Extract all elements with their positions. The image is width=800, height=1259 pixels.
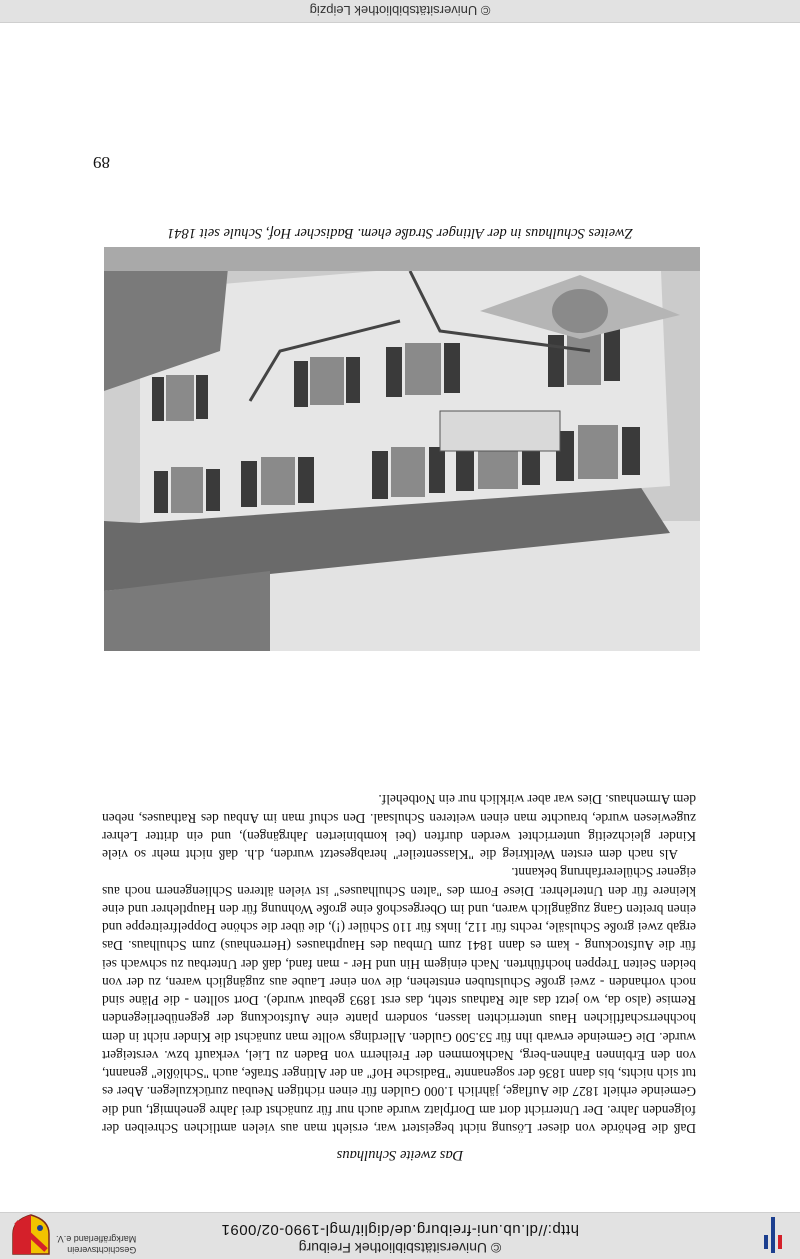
body-text	[102, 790, 696, 1137]
coat-of-arms-icon	[10, 1214, 52, 1256]
society-line-1: Geschichtsverein	[67, 1245, 137, 1255]
figure-caption: Zweites Schulhaus in der Altinger Straße ehem. Badischer Hof, Schule seit 1841	[167, 225, 633, 241]
paragraph-2: Als nach dem ersten Weltkrieg die "Klassenteiler" herabgesetzt wurden, d.h. daß nicht mehr so viele Kinder gleichzeitig unterrichtet werden durften (bei kombinierten Jahrgängen), und ein dritter Lehrer zugewiesen wurde, brauchte man einen weiteren Schulsaal. Den schuf man im Anbau des Rathauses, neben dem Armenhaus. Dies war aber wirklich nur ein Notbehelf.	[102, 792, 696, 863]
viewer-header	[0, 1212, 800, 1259]
copyright-line: © Universitätsbibliothek Freiburg	[298, 1240, 502, 1256]
document-url[interactable]: http://dl.ub.uni-freiburg.de/diglit/mgl-1990-02/0091	[221, 1221, 579, 1238]
page-number: 89	[93, 153, 110, 172]
paragraph-1: Daß die Behörde von dieser Lösung nicht begeistert war, ersieht man aus vielen amtlichen Schreiben der folgenden Jahre. Der Unterricht dort am Dorfplatz wurde auch nur für zunächst drei Jahre genehmigt, und die Gemeinde erhielt 1827 die Auflage, jährlich 1.000 Gulden für einen richtigen Neubau zurückzulegen. Aber es tut sich nichts, bis dann 1836 der sogenannte "Badische Hof" an der Altinger Straße, auch "Schlößle" genannt, von den Erbinnen Fahnen-berg, Nachkommen der Freiherrn von Baden zu Liel, verkauft bzw. versteigert wurde. Die Gemeinde erwarb ihn für 53.500 Gulden. Allerdings wollte man zunächst die Kinder nicht in dem hochherrschaftlichen Haus unterrichten lassen, sondern plante eine Aufstockung der gegenüberliegenden Remise (also da, wo jetzt das alte Rathaus steht, das erst 1893 gebaut wurde). Dort sollten - die Pläne sind noch vorhanden - zwei große Schulstuben entstehen, die von einer Laube aus zugänglich waren, zu der von beiden Seiten Treppen hochführten. Nach einigem Hin und Her - man fand, daß der Unterbau zu schwach sei für die Aufstockung - kam es dann 1841 zum Umbau des Haupthauses (Herrenhaus) zum Schulhaus. Das ergab zwei große Schulsäle, rechts für 112, links für 110 Schüler (!), die über die schöne Doppelfreitreppe und einen breiten Gang zugänglich waren, und im Obergeschoß eine große Wohnung für den Hauptlehrer und eine kleinere für den Unterlehrer. Diese Form des "alten Schulhauses" ist vielen älteren Schliengenern noch aus eigener Schülererfahrung bekannt.	[102, 865, 696, 1136]
society-name	[56, 1233, 136, 1255]
society-line-2: Markgräflerland e.V.	[56, 1234, 137, 1244]
viewer-footer	[0, 0, 800, 23]
footer-copyright: © Universitätsbibliothek Leipzig	[309, 3, 491, 18]
section-title: Das zweite Schulhaus	[336, 1147, 464, 1163]
school-building-photo	[104, 247, 700, 651]
